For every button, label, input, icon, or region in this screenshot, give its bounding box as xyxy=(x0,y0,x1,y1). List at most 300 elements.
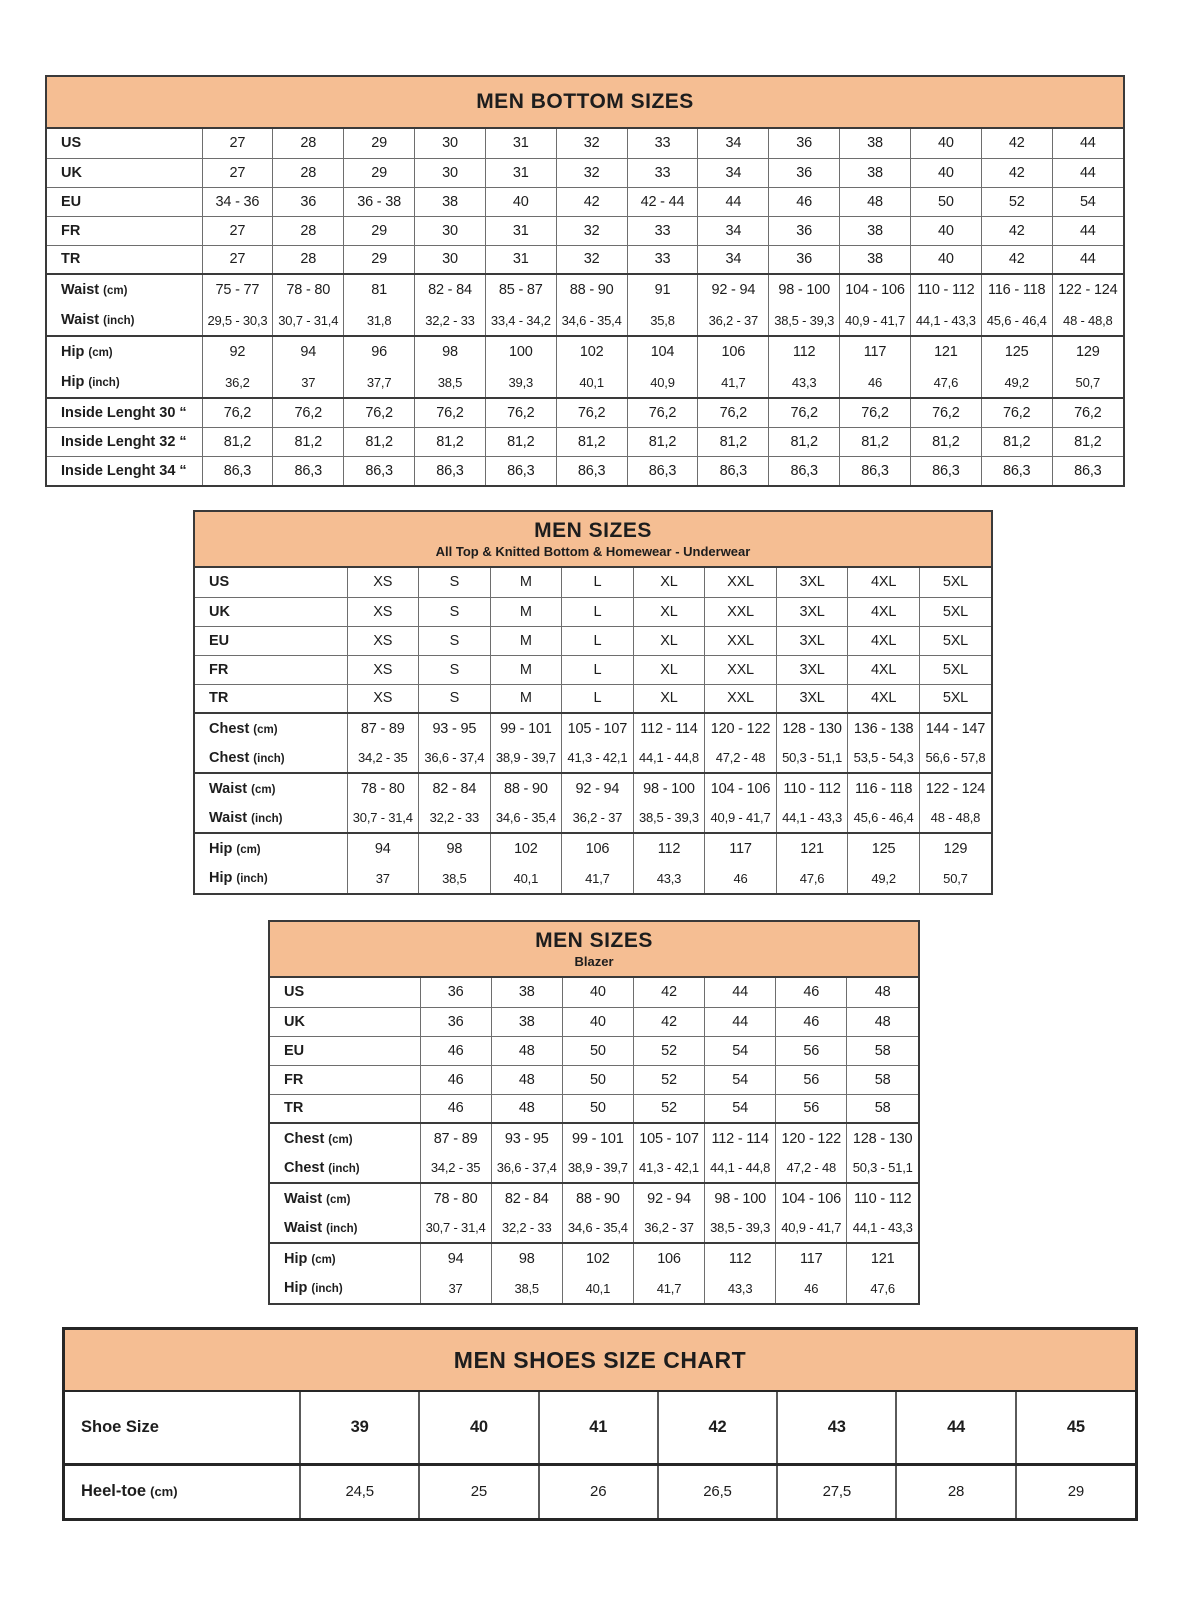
men-sizes-blazer-grid xyxy=(270,978,918,1303)
size-cell: 112 - 114 xyxy=(705,1123,776,1153)
size-cell: XL xyxy=(633,684,705,713)
size-cell: 76,2 xyxy=(202,398,273,427)
size-cell: 36,6 - 37,4 xyxy=(491,1153,562,1183)
table-row xyxy=(47,245,1123,274)
size-cell: 48 xyxy=(840,187,911,216)
size-cell: 104 xyxy=(627,336,698,367)
size-cell: 58 xyxy=(847,1094,918,1123)
size-cell: 128 - 130 xyxy=(776,713,848,743)
size-cell: 38 xyxy=(491,978,562,1007)
size-cell: 46 xyxy=(420,1065,491,1094)
size-cell: 36 xyxy=(769,245,840,274)
size-cell: 46 xyxy=(769,187,840,216)
row-label xyxy=(47,398,202,427)
size-cell: XL xyxy=(633,655,705,684)
size-cell: 26,5 xyxy=(658,1464,777,1518)
table-row xyxy=(270,1123,918,1153)
size-cell: 40 xyxy=(910,158,981,187)
row-label-unit: (cm) xyxy=(253,723,278,736)
size-cell: 46 xyxy=(705,863,777,893)
size-cell: 34 xyxy=(698,216,769,245)
size-cell: 56,6 - 57,8 xyxy=(919,743,991,773)
size-cell: 86,3 xyxy=(840,456,911,485)
table-row xyxy=(195,597,991,626)
size-cell: 81,2 xyxy=(273,427,344,456)
size-cell: 4XL xyxy=(848,626,920,655)
size-cell: 93 - 95 xyxy=(419,713,491,743)
table-row xyxy=(195,568,991,597)
men-sizes-top-header xyxy=(195,512,991,568)
size-cell: 33 xyxy=(627,216,698,245)
size-cell: 44 xyxy=(1052,245,1123,274)
table-row xyxy=(270,1065,918,1094)
size-cell: 36,6 - 37,4 xyxy=(419,743,491,773)
size-cell: 86,3 xyxy=(981,456,1052,485)
size-cell: 42 xyxy=(633,978,704,1007)
men-sizes-top-rows xyxy=(195,568,991,893)
size-cell: 40 xyxy=(910,245,981,274)
row-label-text: Shoe Size xyxy=(81,1417,159,1436)
size-cell: 81,2 xyxy=(769,427,840,456)
row-label xyxy=(47,336,202,367)
men-bottom-sizes-rows xyxy=(47,129,1123,485)
row-label xyxy=(195,863,347,893)
size-cell: 45,6 - 46,4 xyxy=(981,305,1052,336)
men-sizes-blazer-table xyxy=(268,920,920,1305)
table-row xyxy=(195,655,991,684)
row-label-text: Hip xyxy=(284,1250,308,1267)
size-cell: 29 xyxy=(344,158,415,187)
size-cell: 81,2 xyxy=(556,427,627,456)
size-cell: 43,3 xyxy=(705,1273,776,1303)
size-cell: 34 xyxy=(698,245,769,274)
size-cell: XXL xyxy=(705,597,777,626)
row-label-unit: (cm) xyxy=(251,783,276,796)
row-label xyxy=(270,1183,420,1213)
table-title: MEN SIZES xyxy=(534,519,652,542)
size-cell: 98 xyxy=(419,833,491,863)
size-cell: 36 xyxy=(769,158,840,187)
size-cell: 76,2 xyxy=(840,398,911,427)
size-cell: 46 xyxy=(776,1273,847,1303)
row-label-unit: (inch) xyxy=(88,377,120,389)
row-label xyxy=(195,803,347,833)
size-cell: 98 xyxy=(415,336,486,367)
table-row xyxy=(195,743,991,773)
size-cell: L xyxy=(562,597,634,626)
size-cell: 40,9 - 41,7 xyxy=(776,1213,847,1243)
table-row xyxy=(47,367,1123,398)
size-cell: XXL xyxy=(705,655,777,684)
size-cell: 44 xyxy=(1052,216,1123,245)
size-cell: 44 xyxy=(1052,129,1123,158)
size-cell: 37,7 xyxy=(344,367,415,398)
size-cell: 81,2 xyxy=(981,427,1052,456)
row-label-text: FR xyxy=(284,1071,304,1088)
row-label xyxy=(47,367,202,398)
row-label xyxy=(47,274,202,305)
size-cell: 87 - 89 xyxy=(420,1123,491,1153)
size-cell: XS xyxy=(347,597,419,626)
size-cell: 42 xyxy=(981,158,1052,187)
size-cell: 46 xyxy=(420,1094,491,1123)
size-cell: 44,1 - 44,8 xyxy=(633,743,705,773)
row-label xyxy=(270,1123,420,1153)
row-label xyxy=(65,1464,300,1518)
row-label-unit: (cm) xyxy=(88,347,113,359)
row-label xyxy=(195,713,347,743)
row-label-text: TR xyxy=(61,251,81,268)
table-title: MEN SIZES xyxy=(535,929,653,952)
size-cell: 34 xyxy=(698,158,769,187)
size-cell: 41,3 - 42,1 xyxy=(633,1153,704,1183)
table-row xyxy=(270,1094,918,1123)
size-cell: 58 xyxy=(847,1065,918,1094)
table-row xyxy=(195,773,991,803)
size-cell: 50 xyxy=(562,1065,633,1094)
size-cell: 76,2 xyxy=(556,398,627,427)
row-label xyxy=(270,1273,420,1303)
size-cell: 76,2 xyxy=(627,398,698,427)
table-row xyxy=(47,427,1123,456)
row-label-unit: (inch) xyxy=(311,1283,343,1295)
size-cell: 32 xyxy=(556,129,627,158)
size-cell: 99 - 101 xyxy=(562,1123,633,1153)
size-cell: 27,5 xyxy=(777,1464,896,1518)
size-cell: 120 - 122 xyxy=(776,1123,847,1153)
row-label-text: Inside Lenght 30 “ xyxy=(61,404,187,421)
size-cell: 48 - 48,8 xyxy=(919,803,991,833)
men-shoes-size-chart-table xyxy=(62,1327,1138,1521)
table-subtitle: Blazer xyxy=(574,954,614,969)
size-cell: XL xyxy=(633,568,705,597)
size-cell: 41,7 xyxy=(633,1273,704,1303)
size-cell: XL xyxy=(633,626,705,655)
row-label-unit: (inch) xyxy=(236,873,268,885)
size-cell: XS xyxy=(347,626,419,655)
size-cell: 81,2 xyxy=(415,427,486,456)
size-cell: 42 xyxy=(981,245,1052,274)
table-row xyxy=(195,684,991,713)
size-cell: 38 xyxy=(491,1007,562,1036)
size-cell: 28 xyxy=(273,158,344,187)
row-label-text: Waist xyxy=(209,809,248,826)
size-cell: 112 xyxy=(633,833,705,863)
size-cell: 88 - 90 xyxy=(562,1183,633,1213)
size-cell: 36 xyxy=(273,187,344,216)
size-cell: XL xyxy=(633,597,705,626)
size-cell: 100 xyxy=(485,336,556,367)
row-label xyxy=(270,1153,420,1183)
size-cell: 110 - 112 xyxy=(847,1183,918,1213)
row-label-unit: (cm) xyxy=(150,1484,178,1500)
size-cell: 117 xyxy=(840,336,911,367)
men-bottom-sizes-table xyxy=(45,75,1125,487)
size-cell: 30 xyxy=(415,216,486,245)
size-cell: 44 xyxy=(896,1392,1015,1464)
size-cell: 106 xyxy=(698,336,769,367)
table-row xyxy=(47,129,1123,158)
size-cell: 104 - 106 xyxy=(840,274,911,305)
row-label-text: Waist xyxy=(61,312,100,328)
size-cell: 31 xyxy=(485,158,556,187)
size-cell: 88 - 90 xyxy=(490,773,562,803)
size-cell: 31 xyxy=(485,129,556,158)
size-cell: 94 xyxy=(273,336,344,367)
size-cell: 44 xyxy=(705,978,776,1007)
size-cell: 86,3 xyxy=(415,456,486,485)
row-label-unit: (cm) xyxy=(311,1253,336,1266)
row-label xyxy=(270,1094,420,1123)
size-cell: 76,2 xyxy=(1052,398,1123,427)
size-cell: 53,5 - 54,3 xyxy=(848,743,920,773)
size-cell: M xyxy=(490,568,562,597)
row-label-unit: (cm) xyxy=(103,285,128,297)
row-label xyxy=(195,833,347,863)
size-cell: 56 xyxy=(776,1036,847,1065)
row-label xyxy=(47,187,202,216)
size-cell: 112 - 114 xyxy=(633,713,705,743)
size-cell: 129 xyxy=(1052,336,1123,367)
size-cell: 44,1 - 43,3 xyxy=(910,305,981,336)
row-label-text: UK xyxy=(209,603,230,620)
size-cell: 42 xyxy=(658,1392,777,1464)
size-cell: 31 xyxy=(485,216,556,245)
size-cell: 86,3 xyxy=(556,456,627,485)
size-cell: 5XL xyxy=(919,568,991,597)
table-row xyxy=(47,158,1123,187)
size-cell: XXL xyxy=(705,568,777,597)
row-label-unit: (cm) xyxy=(326,1193,351,1206)
size-cell: 44,1 - 43,3 xyxy=(776,803,848,833)
size-cell: 43,3 xyxy=(769,367,840,398)
row-label xyxy=(195,743,347,773)
size-cell: 112 xyxy=(705,1243,776,1273)
table-row xyxy=(195,803,991,833)
size-cell: 48 xyxy=(491,1065,562,1094)
size-cell: 38,5 xyxy=(491,1273,562,1303)
size-cell: 32 xyxy=(556,245,627,274)
row-label-text: UK xyxy=(284,1013,305,1030)
size-cell: 86,3 xyxy=(627,456,698,485)
size-cell: 44,1 - 43,3 xyxy=(847,1213,918,1243)
size-cell: 38,5 xyxy=(415,367,486,398)
row-label-text: EU xyxy=(284,1042,305,1059)
size-cell: 40 xyxy=(562,1007,633,1036)
size-cell: 125 xyxy=(981,336,1052,367)
size-cell: 50 xyxy=(910,187,981,216)
men-sizes-top-table xyxy=(193,510,993,895)
size-cell: 75 - 77 xyxy=(202,274,273,305)
size-cell: 36 xyxy=(420,1007,491,1036)
size-cell: 27 xyxy=(202,245,273,274)
size-cell: 40 xyxy=(419,1392,538,1464)
size-cell: 50 xyxy=(562,1036,633,1065)
table-row xyxy=(47,336,1123,367)
row-label xyxy=(270,1036,420,1065)
size-cell: 38 xyxy=(840,129,911,158)
size-cell: 39 xyxy=(300,1392,419,1464)
size-cell: 41,7 xyxy=(698,367,769,398)
size-cell: 104 - 106 xyxy=(705,773,777,803)
size-cell: 81,2 xyxy=(627,427,698,456)
size-cell: 48 xyxy=(491,1094,562,1123)
row-label xyxy=(47,427,202,456)
row-label-text: Waist xyxy=(284,1190,323,1207)
size-cell: S xyxy=(419,655,491,684)
size-cell: 86,3 xyxy=(910,456,981,485)
size-cell: 41,7 xyxy=(562,863,634,893)
size-cell: 5XL xyxy=(919,626,991,655)
size-cell: 92 xyxy=(202,336,273,367)
size-cell: L xyxy=(562,568,634,597)
size-cell: 44,1 - 44,8 xyxy=(705,1153,776,1183)
size-cell: 29 xyxy=(1016,1464,1135,1518)
size-cell: 36,2 - 37 xyxy=(562,803,634,833)
size-cell: 5XL xyxy=(919,684,991,713)
size-cell: 82 - 84 xyxy=(415,274,486,305)
size-cell: 41,3 - 42,1 xyxy=(562,743,634,773)
size-cell: 36 xyxy=(769,129,840,158)
row-label xyxy=(47,245,202,274)
row-label-text: Heel-toe xyxy=(81,1482,147,1501)
size-cell: 45 xyxy=(1016,1392,1135,1464)
size-cell: 27 xyxy=(202,216,273,245)
size-cell: 4XL xyxy=(848,597,920,626)
size-cell: 85 - 87 xyxy=(485,274,556,305)
size-cell: 4XL xyxy=(848,655,920,684)
size-cell: 28 xyxy=(273,216,344,245)
size-cell: 40,1 xyxy=(490,863,562,893)
size-cell: 37 xyxy=(273,367,344,398)
size-cell: XS xyxy=(347,655,419,684)
size-cell: 106 xyxy=(633,1243,704,1273)
row-label-text: Waist xyxy=(284,1219,323,1236)
table-title: MEN BOTTOM SIZES xyxy=(476,90,694,113)
size-cell: 93 - 95 xyxy=(491,1123,562,1153)
size-cell: 76,2 xyxy=(273,398,344,427)
size-cell: 29 xyxy=(344,245,415,274)
row-label-text: Waist xyxy=(209,780,248,797)
size-cell: 50,7 xyxy=(1052,367,1123,398)
size-cell: 42 xyxy=(633,1007,704,1036)
row-label-text: Hip xyxy=(284,1280,308,1296)
size-cell: 40 xyxy=(562,978,633,1007)
size-cell: 49,2 xyxy=(848,863,920,893)
size-cell: 5XL xyxy=(919,655,991,684)
row-label xyxy=(195,568,347,597)
size-cell: 121 xyxy=(776,833,848,863)
size-cell: 81,2 xyxy=(1052,427,1123,456)
size-cell: 32,2 - 33 xyxy=(491,1213,562,1243)
men-bottom-sizes-grid xyxy=(47,129,1123,485)
size-cell: 41 xyxy=(539,1392,658,1464)
size-cell: 42 xyxy=(981,216,1052,245)
size-cell: 98 - 100 xyxy=(769,274,840,305)
size-cell: 76,2 xyxy=(981,398,1052,427)
row-label-unit: (cm) xyxy=(328,1133,353,1146)
size-cell: 48 xyxy=(847,978,918,1007)
table-row xyxy=(47,398,1123,427)
size-cell: 29,5 - 30,3 xyxy=(202,305,273,336)
row-label xyxy=(270,1065,420,1094)
size-cell: 29 xyxy=(344,129,415,158)
size-cell: 47,6 xyxy=(910,367,981,398)
size-cell: 38,5 xyxy=(419,863,491,893)
row-label-text: Hip xyxy=(209,840,233,857)
size-cell: 33 xyxy=(627,129,698,158)
table-row xyxy=(47,456,1123,485)
size-cell: 58 xyxy=(847,1036,918,1065)
size-cell: 52 xyxy=(633,1065,704,1094)
size-cell: 81,2 xyxy=(840,427,911,456)
size-cell: 25 xyxy=(419,1464,538,1518)
size-cell: 40,1 xyxy=(556,367,627,398)
size-cell: 78 - 80 xyxy=(347,773,419,803)
size-cell: 78 - 80 xyxy=(420,1183,491,1213)
size-cell: 94 xyxy=(420,1243,491,1273)
size-cell: 3XL xyxy=(776,597,848,626)
size-cell: S xyxy=(419,568,491,597)
size-cell: 3XL xyxy=(776,655,848,684)
size-cell: 86,3 xyxy=(1052,456,1123,485)
row-label-text: EU xyxy=(61,193,82,210)
size-cell: 40,1 xyxy=(562,1273,633,1303)
size-cell: 52 xyxy=(981,187,1052,216)
size-cell: 37 xyxy=(347,863,419,893)
size-cell: 50,3 - 51,1 xyxy=(776,743,848,773)
size-cell: 45,6 - 46,4 xyxy=(848,803,920,833)
row-label xyxy=(195,773,347,803)
size-cell: 81 xyxy=(344,274,415,305)
size-cell: S xyxy=(419,684,491,713)
size-cell: 35,8 xyxy=(627,305,698,336)
size-cell: S xyxy=(419,626,491,655)
size-cell: 43 xyxy=(777,1392,896,1464)
size-cell: 102 xyxy=(490,833,562,863)
row-label-unit: (inch) xyxy=(251,812,283,825)
size-cell: 102 xyxy=(556,336,627,367)
row-label-text: TR xyxy=(284,1100,304,1117)
table-row xyxy=(65,1464,1135,1518)
size-cell: 76,2 xyxy=(769,398,840,427)
size-cell: 120 - 122 xyxy=(705,713,777,743)
size-cell: 38 xyxy=(415,187,486,216)
row-label-unit: (inch) xyxy=(253,752,285,765)
size-cell: 4XL xyxy=(848,684,920,713)
row-label-text: FR xyxy=(209,661,229,678)
size-cell: 81,2 xyxy=(698,427,769,456)
size-cell: 30,7 - 31,4 xyxy=(273,305,344,336)
size-cell: 32 xyxy=(556,158,627,187)
size-cell: 54 xyxy=(1052,187,1123,216)
size-cell: 86,3 xyxy=(485,456,556,485)
size-cell: 56 xyxy=(776,1065,847,1094)
row-label-text: FR xyxy=(61,222,81,239)
size-cell: 46 xyxy=(420,1036,491,1065)
table-row xyxy=(270,1007,918,1036)
row-label-unit: (inch) xyxy=(328,1162,360,1175)
size-cell: 46 xyxy=(776,1007,847,1036)
row-label-text: Inside Lenght 34 “ xyxy=(61,462,187,479)
table-row xyxy=(270,978,918,1007)
table-row xyxy=(47,216,1123,245)
size-cell: 40 xyxy=(910,216,981,245)
size-cell: 30,7 - 31,4 xyxy=(347,803,419,833)
size-cell: 34,6 - 35,4 xyxy=(490,803,562,833)
size-cell: S xyxy=(419,597,491,626)
size-cell: 32 xyxy=(556,216,627,245)
